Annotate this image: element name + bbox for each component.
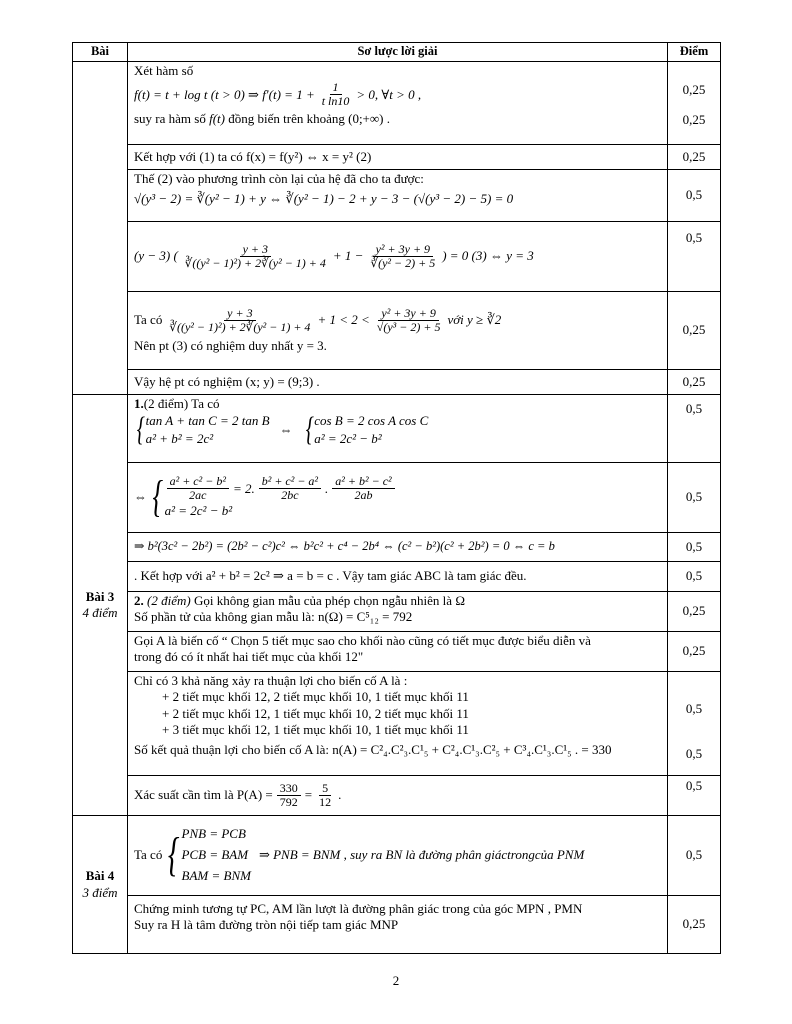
points-cell: 0,25 <box>668 145 721 170</box>
equation: Ta có { PNB = PCB PCB = BAM BAM = BNM ⇒ PNB = BNM , suy ra BN là đường phân giáctrongcủa PNM <box>134 826 585 883</box>
text-line: Xét hàm số <box>134 63 194 78</box>
bai3-points-total: 4 điểm <box>82 605 118 620</box>
equation: (y − 3) ( $\frac{y + 3}{\text{∛((y² − 1)²) + 2∛(y² − 1) + 4}}$ + 1 − $\frac{\text{y² + 3y + 9}}{\text{∛(y² − 2) + 5}}$ ) = 0 (3) ⇔ y = 3 <box>134 241 534 270</box>
table-row <box>73 672 721 776</box>
table-row <box>73 816 721 896</box>
header-solution: Sơ lược lời giải <box>128 43 668 62</box>
solution-cell: 1.(2 điểm) Ta có { tan A + tan C = 2 tan B a² + b² = 2c² ⇔ { cos B = 2 cos A cos C a² = 2c² − b² <box>128 395 668 463</box>
points-cell: 0,25 <box>668 632 721 672</box>
solution-table <box>72 42 721 954</box>
equation: Ta có $\frac{y + 3}{\text{∛((y² − 1)²) + 2∛(y² − 1) + 4}}$ + 1 < 2 < $\frac{\text{y² + 3y + 9}}{\text{√(y³ − 2) + 5}}$ với y ≥ ∛2 <box>134 305 502 334</box>
table-row <box>73 395 721 463</box>
table-row <box>73 222 721 292</box>
points-cell: 0,25 0,25 <box>668 62 721 145</box>
points-cell: 0,25 <box>668 592 721 632</box>
points-cell: 0,5 <box>668 463 721 533</box>
table-row <box>73 592 721 632</box>
header-bai: Bài <box>73 43 128 62</box>
table-row <box>73 896 721 954</box>
fraction: $\frac{1}{\text{t ln10}}$ <box>321 80 350 109</box>
solution-cell: ⇒ b²(3c² − 2b²) = (2b² − c²)c² ⇔ b²c² + c⁴ − 2b⁴ ⇔ (c² − b²)(c² + 2b²) = 0 ⇔ c = b <box>128 533 668 562</box>
solution-cell: Gọi A là biến cố “ Chọn 5 tiết mục sao cho khối nào cũng có tiết mục được biểu diễn và trong đó có ít nhất hai tiết mục của khối 12" <box>128 632 668 672</box>
solution-cell: Ta có $\frac{y + 3}{\text{∛((y² − 1)²) + 2∛(y² − 1) + 4}}$ + 1 < 2 < $\frac{\text{y² + 3y + 9}}{\text{√(y³ − 2) + 5}}$ với y ≥ ∛2 Nên pt (3) có nghiệm duy nhất y = 3. <box>128 292 668 370</box>
points-cell: 0,5 <box>668 170 721 222</box>
solution-cell: 2. (2 điểm) Gọi không gian mẫu của phép chọn ngẫu nhiên là Ω Số phần tử của không gian mẫu là: n(Ω) = C⁵₁₂ = 792 <box>128 592 668 632</box>
points-cell: 0,5 <box>668 816 721 896</box>
solution-cell: Vậy hệ pt có nghiệm (x; y) = (9;3) . <box>128 370 668 395</box>
header-points: Điểm <box>668 43 721 62</box>
table-row <box>73 562 721 592</box>
points-cell: 0,25 <box>668 292 721 370</box>
points-cell: 0,25 <box>668 370 721 395</box>
list-item: + 2 tiết mục khối 12, 1 tiết mục khối 10, 2 tiết mục khối 11 <box>162 705 469 721</box>
text-line: suy ra hàm số f(t) đồng biến trên khoảng (0;+∞) . <box>134 110 390 126</box>
equation: f(t) = t + log t (t > 0) ⇒ f′(t) = 1 + $\frac{1}{\text{t ln10}}$ > 0, ∀t > 0 , <box>134 80 422 109</box>
points-cell: 0,5 0,5 <box>668 672 721 776</box>
points-cell: 0,5 <box>668 776 721 816</box>
bai4-label: Bài 4 <box>85 868 115 884</box>
list-item: + 3 tiết mục khối 12, 1 tiết mục khối 10, 1 tiết mục khối 11 <box>162 721 469 737</box>
header-row <box>73 43 721 62</box>
bai3-label: Bài 3 <box>85 588 115 604</box>
solution-cell: Kết hợp với (1) ta có f(x) = f(y²) ⇔ x = y² (2) <box>128 145 668 170</box>
solution-cell <box>128 463 668 533</box>
solution-cell <box>128 816 668 896</box>
solution-cell <box>128 62 668 145</box>
solution-cell: Chỉ có 3 khả năng xảy ra thuận lợi cho biến cố A là : + 2 tiết mục khối 12, 2 tiết mục khối 10, 1 tiết mục khối 11 + 2 tiết mục khối 12, 1 tiết mục khối 10, 2 tiết mục khối 11 + 3 tiết mục khối 12, 1 tiết mục khối 10, 1 tiết mục khối 11 Số kết quả thuận lợi cho biến cố A là: n(A) = C²₄.C²₃.C¹₅ + C²₄.C¹₃.C²₅ + C³₄.C¹₃.C¹₅ . = 330 <box>128 672 668 776</box>
equation: ⇔ { $\frac{\text{a² + c² − b²}}{2ac}$ = 2. $\frac{\text{b² + c² − a²}}{2bc}$ . $\frac{\text{a² + b² − c²}}{2ab}$ a² = 2c² − b² <box>134 475 661 520</box>
list-item: + 2 tiết mục khối 12, 2 tiết mục khối 10, 1 tiết mục khối 11 <box>162 689 469 705</box>
table-row <box>73 145 721 170</box>
points-cell: 0,25 <box>668 896 721 954</box>
equation: { tan A + tan C = 2 tan B a² + b² = 2c² ⇔ { cos B = 2 cos A cos C a² = 2c² − b² <box>136 410 429 448</box>
page-number: 2 <box>392 973 400 988</box>
points-cell: 0,5 <box>668 222 721 292</box>
points-cell: 0,5 <box>668 395 721 463</box>
points-cell: 0,5 <box>668 533 721 562</box>
table-row <box>73 776 721 816</box>
equation: Xác suất cần tìm là P(A) = $\frac{330}{792}$ = $\frac{5}{12}$ . <box>134 780 342 809</box>
table-row <box>73 632 721 672</box>
table-row <box>73 370 721 395</box>
table-row <box>73 170 721 222</box>
bai4-cell <box>73 816 128 954</box>
bai3-cell <box>73 395 128 816</box>
table-row <box>73 292 721 370</box>
points-cell: 0,5 <box>668 562 721 592</box>
bai4-points-total: 3 điểm <box>82 884 118 900</box>
solution-cell: Thế (2) vào phương trình còn lại của hệ đã cho ta được: √(y³ − 2) = ∛(y² − 1) + y ⇔ ∛(y² − 1) − 2 + y − 3 − (√(y³ − 2) − 5) = 0 <box>128 170 668 222</box>
table-row <box>73 533 721 562</box>
solution-cell <box>128 776 668 816</box>
bai2-cell <box>73 62 128 395</box>
table-row <box>73 62 721 145</box>
solution-cell <box>128 222 668 292</box>
solution-cell: . Kết hợp với a² + b² = 2c² ⇒ a = b = c . Vậy tam giác ABC là tam giác đều. <box>128 562 668 592</box>
solution-cell: Chứng minh tương tự PC, AM lần lượt là đường phân giác trong của góc MPN , PMN Suy ra H là tâm đường tròn nội tiếp tam giác MNP <box>128 896 668 954</box>
table-row <box>73 463 721 533</box>
